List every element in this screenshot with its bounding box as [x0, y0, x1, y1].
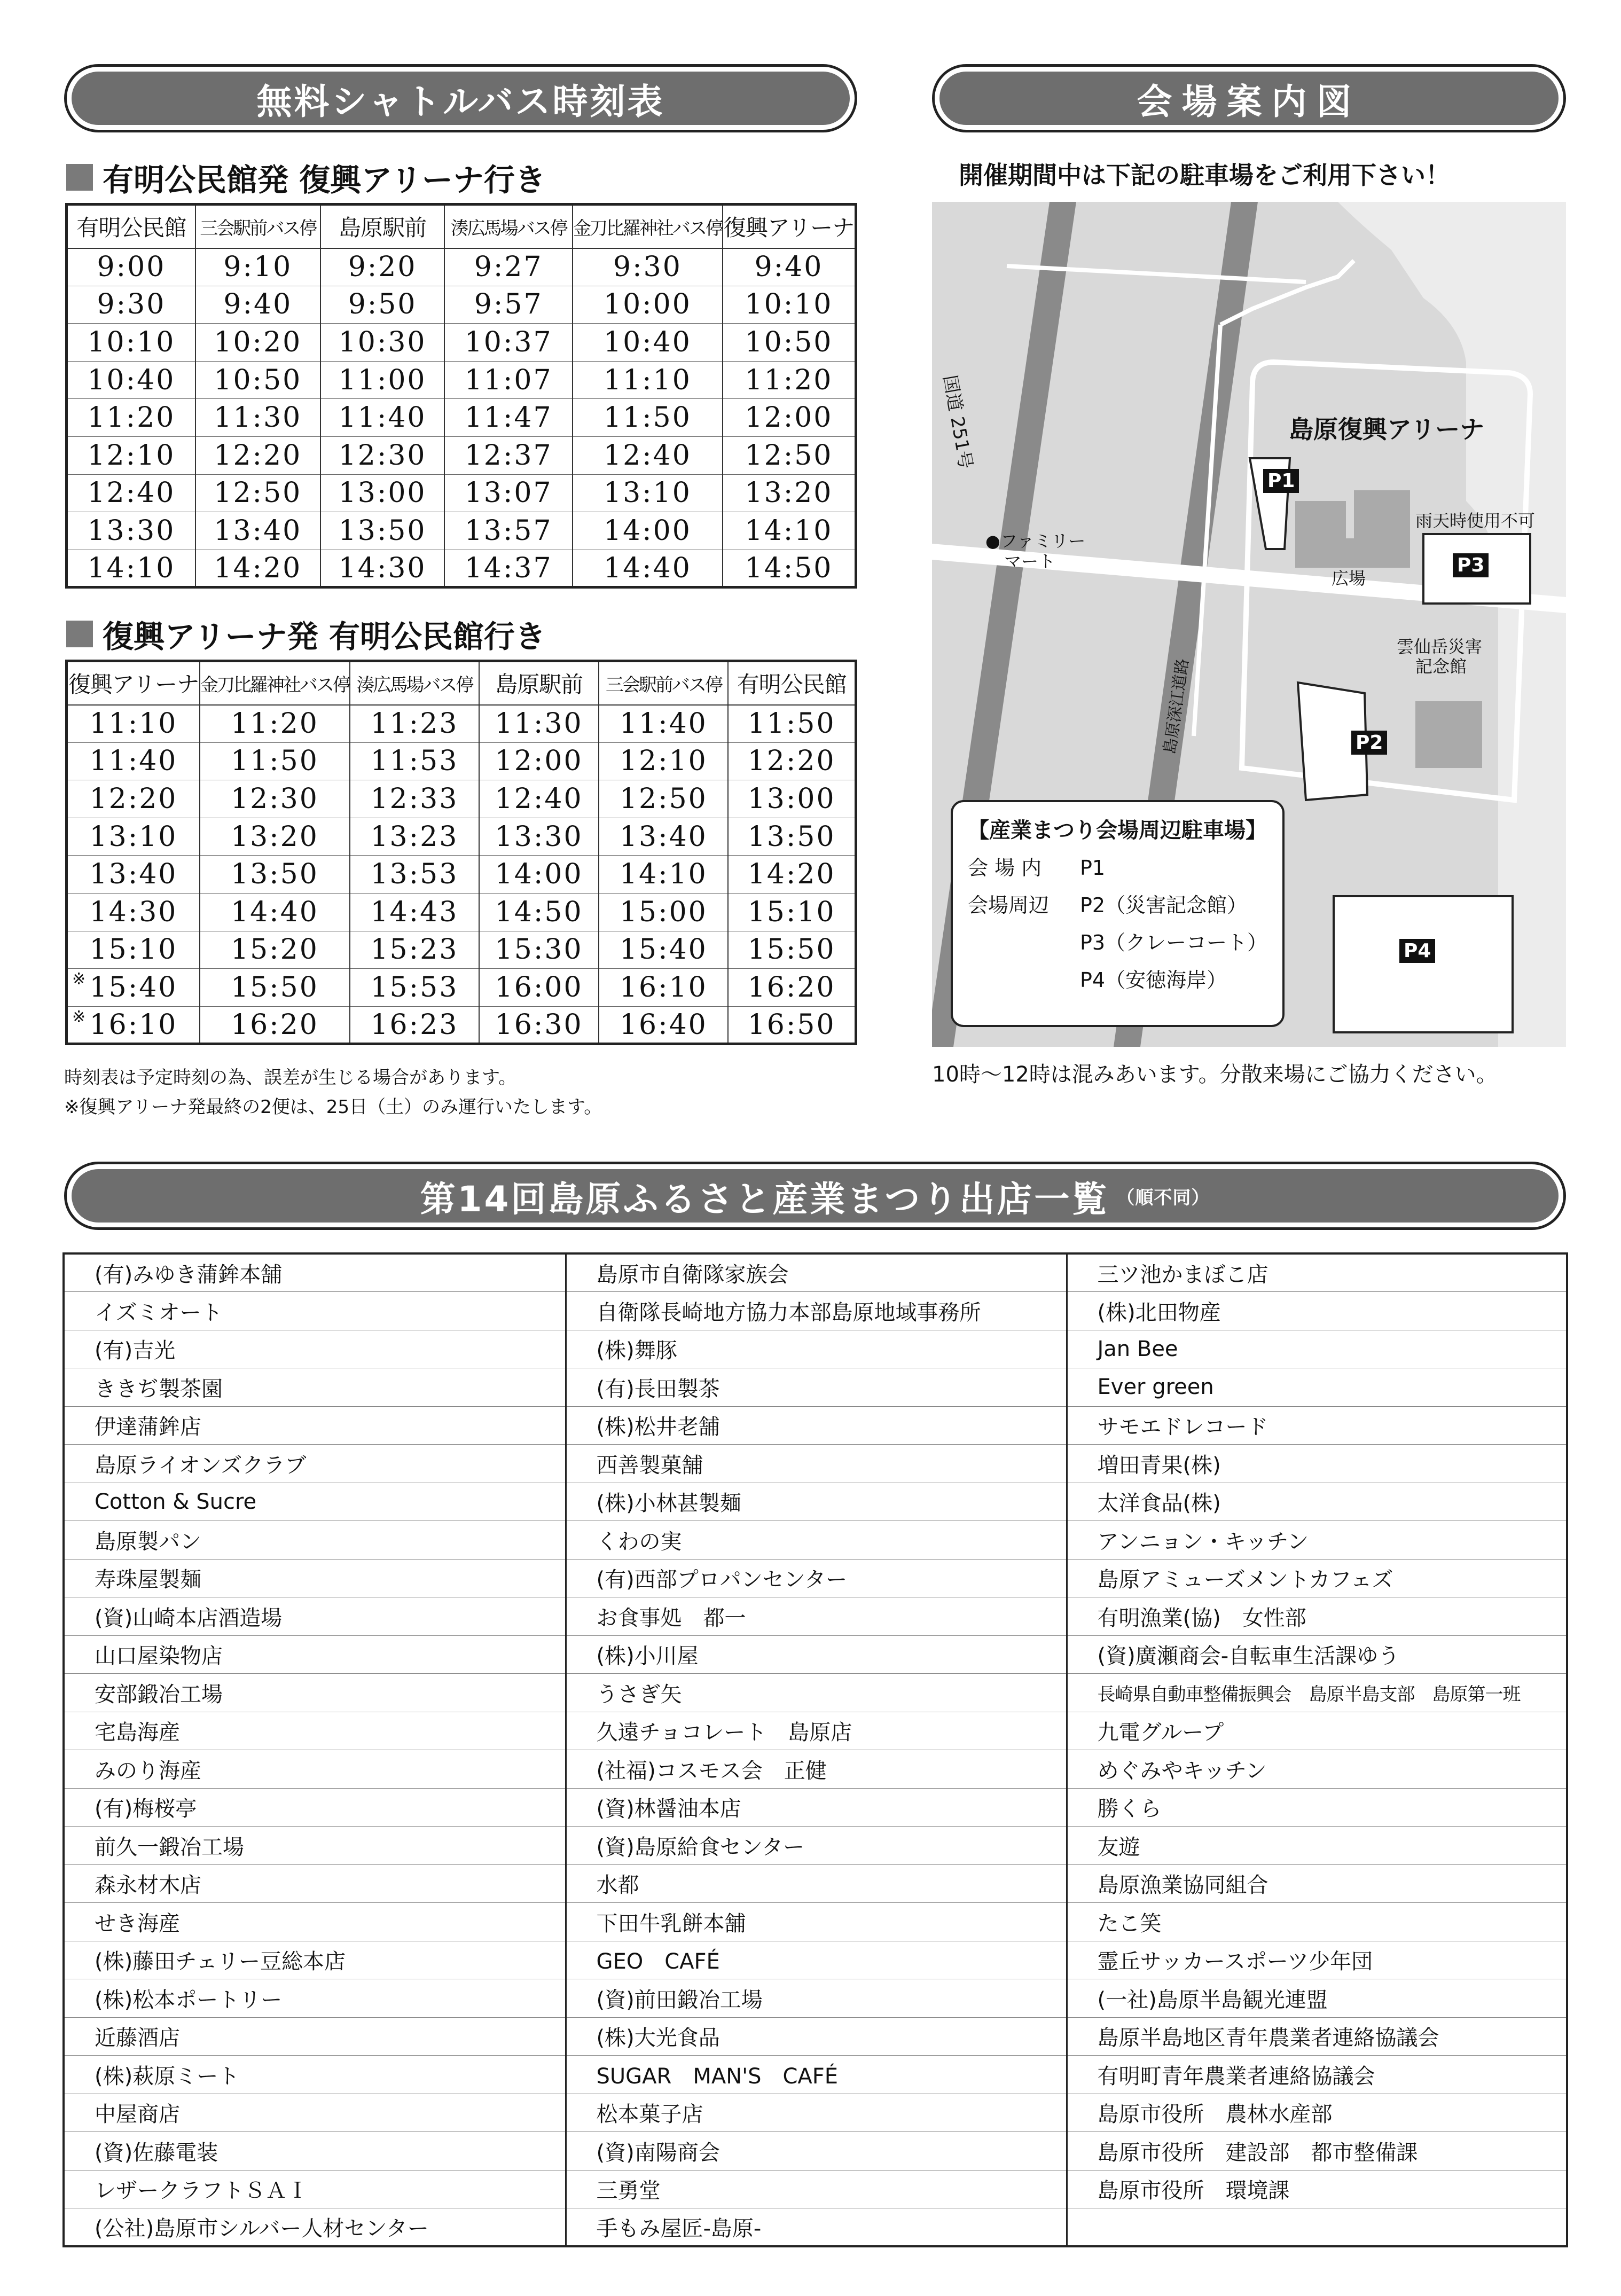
- shop-name: お食事処 都一: [566, 1597, 1067, 1636]
- square-bullet-icon: [66, 621, 93, 647]
- shop-row: [64, 1292, 1567, 1330]
- timetable-cell: 14:20: [195, 550, 320, 587]
- timetable-cell: 10:10: [67, 324, 195, 362]
- shop-name: Jan Bee: [1067, 1330, 1567, 1368]
- national-road-label: 国道 251号: [938, 373, 976, 471]
- timetable-row: [67, 856, 856, 894]
- shop-row: [64, 1406, 1567, 1445]
- timetable-cell: 13:30: [479, 818, 599, 856]
- square-bullet-icon: [66, 164, 93, 191]
- shop-row: [64, 1788, 1567, 1827]
- family-mart-label-2: マート: [1004, 551, 1056, 571]
- memorial-building: [1415, 701, 1482, 768]
- timetable-cell: 15:30: [479, 931, 599, 969]
- route2-heading: [66, 612, 546, 656]
- shop-row: [64, 1330, 1567, 1368]
- venue-subtitle: 開催期間中は下記の駐車場をご利用下さい！: [959, 161, 1450, 190]
- shop-name: (有)吉光: [64, 1330, 566, 1368]
- shop-name: 三勇堂: [566, 2170, 1067, 2208]
- timetable-cell: 11:47: [444, 399, 573, 437]
- timetable-cell: 9:27: [444, 248, 573, 286]
- shop-name: (有)梅桜亭: [64, 1788, 566, 1827]
- shop-name: 近藤酒店: [64, 2017, 566, 2056]
- timetable-cell: 13:50: [320, 512, 445, 550]
- shops-banner-content: [72, 1169, 1559, 1223]
- timetable-header: 復興アリーナ: [723, 205, 856, 248]
- shop-name: 宅島海産: [64, 1712, 566, 1750]
- shop-name: 自衛隊長崎地方協力本部島原地域事務所: [566, 1292, 1067, 1330]
- timetable-header: 島原駅前: [479, 661, 599, 705]
- shop-name: 寿珠屋製麺: [64, 1559, 566, 1597]
- timetable-cell: 13:53: [350, 856, 479, 894]
- parking-card-title: 【産業まつり会場周辺駐車場】: [968, 818, 1267, 843]
- shop-name: (資)前田鍛冶工場: [566, 1979, 1067, 2018]
- rain-note-label: 雨天時使用不可: [1415, 511, 1536, 531]
- timetable-header-row: [67, 205, 856, 248]
- timetable-cell: 12:10: [67, 436, 195, 474]
- timetable-header: 復興アリーナ: [67, 661, 200, 705]
- shop-row: [64, 2208, 1567, 2247]
- timetable-cell: 16:23: [350, 1006, 479, 1044]
- timetable-cell: 11:20: [723, 361, 856, 399]
- shop-name: 島原市役所 建設部 都市整備課: [1067, 2132, 1567, 2170]
- p3-badge: P3: [1453, 553, 1489, 577]
- timetable-cell: 16:20: [728, 969, 856, 1007]
- timetable-cell: 16:40: [599, 1006, 728, 1044]
- timetable-cell: 12:50: [195, 474, 320, 512]
- timetable-cell: 11:00: [320, 361, 445, 399]
- timetable-cell: 13:23: [350, 818, 479, 856]
- shops-banner-title: 第14回島原ふるさと産業まつり出店一覧: [420, 1178, 1109, 1220]
- timetable-row: [67, 893, 856, 931]
- timetable-row: [67, 474, 856, 512]
- timetable-cell: 13:10: [67, 818, 200, 856]
- shop-name: 島原半島地区青年農業者連絡協議会: [1067, 2017, 1567, 2056]
- timetable-cell: 16:30: [479, 1006, 599, 1044]
- shop-name: 安部鍛冶工場: [64, 1674, 566, 1712]
- timetable-header: 湊広馬場バス停: [350, 661, 479, 705]
- timetable-cell: 14:20: [728, 856, 856, 894]
- timetable-cell: 14:30: [320, 550, 445, 587]
- shop-name: 勝くら: [1067, 1788, 1567, 1827]
- timetable-cell: 16:50: [728, 1006, 856, 1044]
- shop-row: [64, 1941, 1567, 1979]
- timetable-cell: 12:20: [67, 780, 200, 818]
- timetable-header: 三会駅前バス停: [195, 205, 320, 248]
- p2-badge: P2: [1351, 731, 1387, 755]
- shop-row: [64, 2017, 1567, 2056]
- timetable-cell: 11:50: [200, 742, 350, 780]
- timetable-cell: 11:50: [728, 705, 856, 743]
- shop-name: Ever green: [1067, 1368, 1567, 1407]
- shop-name: みのり海産: [64, 1750, 566, 1789]
- timetable-cell: 13:07: [444, 474, 573, 512]
- shop-row: [64, 1521, 1567, 1560]
- building: [1295, 501, 1346, 538]
- route1-timetable: [65, 203, 857, 589]
- timetable-cell: 16:00: [479, 969, 599, 1007]
- timetable-cell: 12:40: [67, 474, 195, 512]
- timetable-cell: 15:23: [350, 931, 479, 969]
- timetable-cell: 14:10: [723, 512, 856, 550]
- shop-name: (株)大光食品: [566, 2017, 1067, 2056]
- shop-row: [64, 1827, 1567, 1865]
- timetable-cell: 15:40: [599, 931, 728, 969]
- timetable-row: [67, 248, 856, 286]
- shop-name: (株)舞豚: [566, 1330, 1067, 1368]
- timetable-cell: 11:20: [200, 705, 350, 743]
- venue-banner: [932, 64, 1566, 132]
- parking-card-row: P3（クレーコート）: [1079, 931, 1268, 954]
- timetable-cell: 10:00: [573, 286, 723, 324]
- shop-name: (有)西部プロパンセンター: [566, 1559, 1067, 1597]
- venue-crowd-note: 10時～12時は混みあいます。分散来場にご協力ください。: [932, 1062, 1498, 1087]
- shop-list-table: [62, 1252, 1568, 2247]
- shop-row: [64, 2132, 1567, 2170]
- timetable-note-1: 時刻表は予定時刻の為、誤差が生じる場合があります。: [64, 1067, 517, 1088]
- timetable-cell: 14:00: [573, 512, 723, 550]
- timetable-row: [67, 780, 856, 818]
- shop-name: (株)萩原ミート: [64, 2056, 566, 2094]
- timetable-note-2: ※復興アリーナ発最終の2便は、25日（土）のみ運行いたします。: [64, 1096, 602, 1118]
- timetable-row: [67, 286, 856, 324]
- venue-map: [932, 202, 1566, 1047]
- shop-name: 霊丘サッカースポーツ少年団: [1067, 1941, 1567, 1979]
- timetable-cell: 13:00: [728, 780, 856, 818]
- timetable-cell: 10:40: [67, 361, 195, 399]
- shop-name: 森永材木店: [64, 1864, 566, 1903]
- timetable-cell: 11:40: [599, 705, 728, 743]
- shop-name: (株)小川屋: [566, 1635, 1067, 1674]
- timetable-cell: 10:30: [320, 324, 445, 362]
- timetable-cell: 11:40: [320, 399, 445, 437]
- shop-name: 山口屋染物店: [64, 1635, 566, 1674]
- timetable-row: [67, 818, 856, 856]
- shop-name: 中屋商店: [64, 2094, 566, 2132]
- timetable-row: [67, 324, 856, 362]
- shop-name: (有)長田製茶: [566, 1368, 1067, 1407]
- timetable-cell: 14:00: [479, 856, 599, 894]
- shop-name: SUGAR MAN'S CAFÉ: [566, 2056, 1067, 2094]
- timetable-cell: 13:30: [67, 512, 195, 550]
- timetable-cell: ※ 15:40: [67, 969, 200, 1007]
- timetable-row: [67, 705, 856, 743]
- timetable-row: [67, 931, 856, 969]
- timetable-header: 湊広馬場バス停: [444, 205, 573, 248]
- timetable-row: [67, 436, 856, 474]
- timetable-cell: 12:50: [599, 780, 728, 818]
- plaza-label: 広場: [1332, 568, 1366, 589]
- shop-row: [64, 1674, 1567, 1712]
- shop-row: [64, 1368, 1567, 1407]
- timetable-cell: 13:40: [599, 818, 728, 856]
- route2-timetable: [65, 660, 857, 1045]
- timetable-cell: 12:33: [350, 780, 479, 818]
- timetable-cell: 11:20: [67, 399, 195, 437]
- timetable-cell: 15:10: [728, 893, 856, 931]
- timetable-cell: 16:20: [200, 1006, 350, 1044]
- timetable-cell: 12:37: [444, 436, 573, 474]
- deep-road-label: 島原深江道路: [1160, 657, 1193, 755]
- timetable-cell: 9:30: [67, 286, 195, 324]
- shop-row: [64, 1559, 1567, 1597]
- shop-name: GEO CAFÉ: [566, 1941, 1067, 1979]
- shop-row: [64, 2170, 1567, 2208]
- timetable-header: 有明公民館: [67, 205, 195, 248]
- shop-row: [64, 1597, 1567, 1636]
- timetable-row: [67, 399, 856, 437]
- timetable-cell: 15:50: [200, 969, 350, 1007]
- shop-name: 友遊: [1067, 1827, 1567, 1865]
- parking-info-card: [951, 800, 1285, 1027]
- route2-title: 復興アリーナ発 有明公民館行き: [103, 618, 546, 655]
- parking-p4-area: [1334, 896, 1513, 1032]
- shop-name: 下田牛乳餅本舗: [566, 1903, 1067, 1941]
- shop-name: 手もみ屋匠-島原-: [566, 2208, 1067, 2247]
- timetable-cell: 12:00: [723, 399, 856, 437]
- timetable-cell: 13:40: [67, 856, 200, 894]
- timetable-cell: 15:10: [67, 931, 200, 969]
- shop-name: 島原市役所 農林水産部: [1067, 2094, 1567, 2132]
- shuttle-banner-title: 無料シャトルバス時刻表: [72, 72, 850, 125]
- timetable-cell: 11:23: [350, 705, 479, 743]
- timetable-cell: 14:40: [573, 550, 723, 587]
- shop-name: 久遠チョコレート 島原店: [566, 1712, 1067, 1750]
- shop-name: 島原市役所 環境課: [1067, 2170, 1567, 2208]
- shop-row: [64, 1253, 1567, 1292]
- timetable-cell: 14:40: [200, 893, 350, 931]
- timetable-cell: 11:10: [573, 361, 723, 399]
- shop-row: [64, 1750, 1567, 1789]
- timetable-cell: 10:20: [195, 324, 320, 362]
- timetable-cell: 14:30: [67, 893, 200, 931]
- shop-name: アンニョン・キッチン: [1067, 1521, 1567, 1560]
- shop-row: [64, 1445, 1567, 1483]
- shop-name: サモエドレコード: [1067, 1406, 1567, 1445]
- timetable-cell: 13:20: [723, 474, 856, 512]
- memorial-label-2: 記念館: [1415, 656, 1467, 677]
- note-mark: ※: [72, 970, 88, 989]
- timetable-header: 三会駅前バス停: [599, 661, 728, 705]
- timetable-cell: 10:50: [195, 361, 320, 399]
- shop-name: 島原製パン: [64, 1521, 566, 1560]
- timetable-cell: 12:40: [573, 436, 723, 474]
- shop-name: せき海産: [64, 1903, 566, 1941]
- parking-card-row: 会場周辺 P2（災害記念館）: [968, 894, 1248, 917]
- timetable-cell: 13:00: [320, 474, 445, 512]
- timetable-cell: 12:50: [723, 436, 856, 474]
- timetable-cell: 13:50: [200, 856, 350, 894]
- shop-name: [1067, 2208, 1567, 2247]
- timetable-cell: 15:20: [200, 931, 350, 969]
- shop-name: レザークラフトＳＡＩ: [64, 2170, 566, 2208]
- shop-row: [64, 1903, 1567, 1941]
- shops-banner-note: （順不同）: [1116, 1187, 1210, 1209]
- p4-badge: P4: [1399, 939, 1435, 963]
- shop-name: 伊達蒲鉾店: [64, 1406, 566, 1445]
- timetable-cell: 14:50: [479, 893, 599, 931]
- timetable-cell: 14:43: [350, 893, 479, 931]
- timetable-cell: 14:10: [67, 550, 195, 587]
- note-mark: ※: [72, 1007, 88, 1026]
- shop-row: [64, 1483, 1567, 1521]
- timetable-row: [67, 1006, 856, 1044]
- shop-name: うさぎ矢: [566, 1674, 1067, 1712]
- timetable-cell: ※ 16:10: [67, 1006, 200, 1044]
- shop-row: [64, 1712, 1567, 1750]
- shop-name: 三ツ池かまぼこ店: [1067, 1253, 1567, 1292]
- timetable-row: [67, 361, 856, 399]
- shop-name: 有明漁業(協) 女性部: [1067, 1597, 1567, 1636]
- shop-name: 増田青果(株): [1067, 1445, 1567, 1483]
- shop-name: Cotton & Sucre: [64, 1483, 566, 1521]
- route1-title: 有明公民館発 復興アリーナ行き: [103, 162, 546, 198]
- timetable-cell: 10:10: [723, 286, 856, 324]
- timetable-cell: 9:50: [320, 286, 445, 324]
- timetable-cell: 9:30: [573, 248, 723, 286]
- timetable-cell: 12:20: [728, 742, 856, 780]
- shop-name: (資)南陽商会: [566, 2132, 1067, 2170]
- shop-name: (株)藤田チェリー豆総本店: [64, 1941, 566, 1979]
- timetable-row: [67, 512, 856, 550]
- timetable-cell: 11:40: [67, 742, 200, 780]
- timetable-cell: 15:50: [728, 931, 856, 969]
- shop-name: たこ笑: [1067, 1903, 1567, 1941]
- timetable-cell: 12:30: [320, 436, 445, 474]
- timetable-cell: 9:00: [67, 248, 195, 286]
- timetable-cell: 13:57: [444, 512, 573, 550]
- timetable-cell: 14:37: [444, 550, 573, 587]
- shop-name: 長崎県自動車整備振興会 島原半島支部 島原第一班: [1067, 1674, 1567, 1712]
- timetable-cell: 11:50: [573, 399, 723, 437]
- timetable-cell: 13:40: [195, 512, 320, 550]
- shop-name: 前久一鍛冶工場: [64, 1827, 566, 1865]
- arena-label: 島原復興アリーナ: [1289, 415, 1485, 444]
- shop-name: めぐみやキッチン: [1067, 1750, 1567, 1789]
- shop-name: (資)佐藤電装: [64, 2132, 566, 2170]
- timetable-cell: 14:50: [723, 550, 856, 587]
- timetable-cell: 12:30: [200, 780, 350, 818]
- timetable-cell: 9:57: [444, 286, 573, 324]
- timetable-cell: 10:50: [723, 324, 856, 362]
- timetable-cell: 12:10: [599, 742, 728, 780]
- shop-name: (株)松本ポートリー: [64, 1979, 566, 2018]
- timetable-header: 金刀比羅神社バス停: [200, 661, 350, 705]
- timetable-row: [67, 969, 856, 1007]
- shop-name: イズミオート: [64, 1292, 566, 1330]
- timetable-cell: 14:10: [599, 856, 728, 894]
- shop-name: 太洋食品(株): [1067, 1483, 1567, 1521]
- timetable-cell: 13:20: [200, 818, 350, 856]
- timetable-cell: 15:00: [599, 893, 728, 931]
- parking-card-row: 会 場 内 P1: [968, 856, 1106, 880]
- timetable-cell: 9:10: [195, 248, 320, 286]
- shop-name: (株)松井老舗: [566, 1406, 1067, 1445]
- shop-name: (株)北田物産: [1067, 1292, 1567, 1330]
- shop-row: [64, 1979, 1567, 2018]
- shop-row: [64, 1864, 1567, 1903]
- shop-name: (一社)島原半島観光連盟: [1067, 1979, 1567, 2018]
- shop-name: (社福)コスモス会 正健: [566, 1750, 1067, 1789]
- shop-name: (公社)島原市シルバー人材センター: [64, 2208, 566, 2247]
- timetable-cell: 11:30: [479, 705, 599, 743]
- timetable-row: [67, 742, 856, 780]
- shop-name: (有)みゆき蒲鉾本舗: [64, 1253, 566, 1292]
- shop-name: (資)島原給食センター: [566, 1827, 1067, 1865]
- shop-name: 有明町青年農業者連絡協議会: [1067, 2056, 1567, 2094]
- timetable-row: [67, 550, 856, 587]
- timetable-cell: 11:30: [195, 399, 320, 437]
- timetable-cell: 11:10: [67, 705, 200, 743]
- timetable-cell: 12:00: [479, 742, 599, 780]
- shop-name: 水都: [566, 1864, 1067, 1903]
- timetable-cell: 15:53: [350, 969, 479, 1007]
- shop-name: 九電グループ: [1067, 1712, 1567, 1750]
- parking-card-row: P4（安徳海岸）: [1080, 968, 1227, 992]
- venue-banner-title: 会場案内図: [939, 72, 1559, 125]
- timetable-header-row: [67, 661, 856, 705]
- shop-name: (資)林醤油本店: [566, 1788, 1067, 1827]
- timetable-cell: 10:37: [444, 324, 573, 362]
- shop-name: (株)小林甚製麺: [566, 1483, 1067, 1521]
- memorial-label: 雲仙岳災害: [1397, 637, 1483, 657]
- p1-badge: P1: [1263, 469, 1299, 493]
- route1-heading: [66, 155, 546, 200]
- timetable-header: 島原駅前: [320, 205, 445, 248]
- timetable-cell: 10:40: [573, 324, 723, 362]
- shop-name: 西善製菓舗: [566, 1445, 1067, 1483]
- shop-name: (資)廣瀬商会-自転車生活課ゆう: [1067, 1635, 1567, 1674]
- shop-name: ききぢ製茶園: [64, 1368, 566, 1407]
- shuttle-banner: [64, 64, 857, 132]
- timetable-cell: 9:20: [320, 248, 445, 286]
- shop-name: 島原漁業協同組合: [1067, 1864, 1567, 1903]
- timetable-cell: 12:20: [195, 436, 320, 474]
- timetable-cell: 13:50: [728, 818, 856, 856]
- timetable-cell: 9:40: [723, 248, 856, 286]
- timetable-cell: 12:40: [479, 780, 599, 818]
- shops-banner: [64, 1162, 1566, 1230]
- timetable-cell: 11:07: [444, 361, 573, 399]
- timetable-header: 金刀比羅神社バス停: [573, 205, 723, 248]
- shop-name: 島原市自衛隊家族会: [566, 1253, 1067, 1292]
- timetable-cell: 13:10: [573, 474, 723, 512]
- timetable-cell: 11:53: [350, 742, 479, 780]
- shop-name: 島原ライオンズクラブ: [64, 1445, 566, 1483]
- plaza-block: [1295, 538, 1410, 568]
- shop-name: くわの実: [566, 1521, 1067, 1560]
- shop-name: (資)山崎本店酒造場: [64, 1597, 566, 1636]
- timetable-cell: 16:10: [599, 969, 728, 1007]
- timetable-header: 有明公民館: [728, 661, 856, 705]
- shop-row: [64, 1635, 1567, 1674]
- shop-name: 島原アミューズメントカフェズ: [1067, 1559, 1567, 1597]
- timetable-cell: 9:40: [195, 286, 320, 324]
- shop-row: [64, 2056, 1567, 2094]
- family-mart-label: ●ファミリー: [985, 531, 1086, 551]
- shop-row: [64, 2094, 1567, 2132]
- shop-name: 松本菓子店: [566, 2094, 1067, 2132]
